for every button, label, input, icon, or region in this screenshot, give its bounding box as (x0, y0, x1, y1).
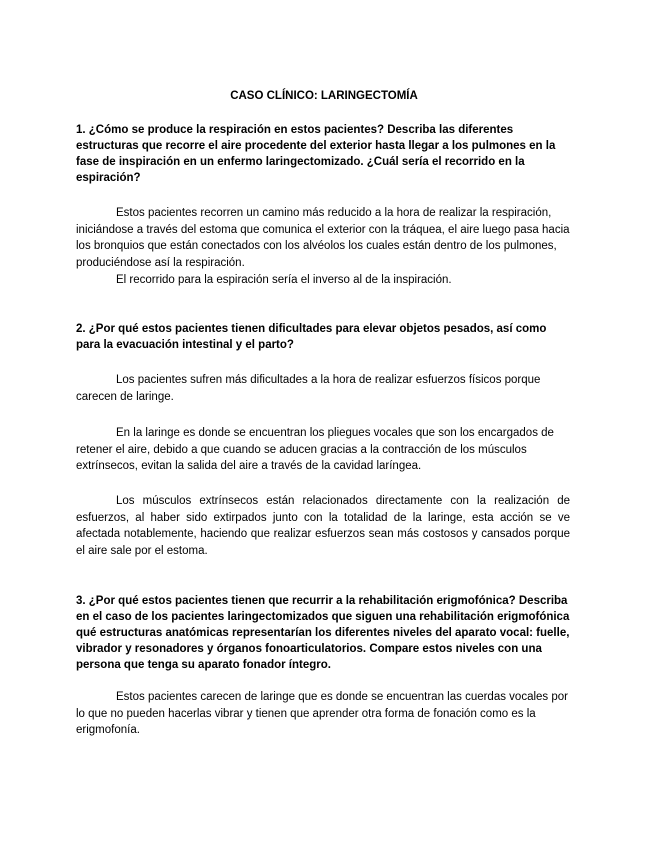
question-1: 1. ¿Cómo se produce la respiración en estos pacientes? Describa las diferentes estructuras que recorre el aire procedente del exterior hasta llegar a los pulmones en la fase de inspiración en un enfermo laringectomizado. ¿Cuál sería el recorrido en la espiración? (76, 124, 556, 184)
answer-1-paragraph-1: Estos pacientes recorren un camino más reducido a la hora de realizar la respiración, iniciándose a través del estoma que comunica el exterior con la tráquea, el aire luego pasa hacia los bronquios que están conectados con los alvéolos los cuales están dentro de los pulmones, produciéndose así la respiración. (76, 207, 570, 269)
answer-3-paragraph-1: Estos pacientes carecen de laringe que es donde se encuentran las cuerdas vocales por lo que no pueden hacerlas vibrar y tienen que aprender otra forma de fonación como es la erigmofonía. (76, 691, 568, 737)
answer-2-paragraph-2: En la laringe es donde se encuentran los pliegues vocales que son los encargados de retener el aire, debido a que cuando se aducen gracias a la contracción de los músculos extrínsecos, evitan la salida del aire a través de la cavidad laríngea. (76, 427, 554, 473)
question-3: 3. ¿Por qué estos pacientes tienen que recurrir a la rehabilitación erigmofónica? Describa en el caso de los pacientes laringectomizados que siguen una rehabilitación erigmofónica qué estructuras anatómicas representarían los diferentes niveles del aparato vocal: fuelle, vibrador y resonadores y órganos fonoarticulatorios. Compare estos niveles con una persona que tenga su aparato fonador íntegro. (76, 595, 570, 671)
question-2: 2. ¿Por qué estos pacientes tienen dificultades para elevar objetos pesados, así como para la evacuación intestinal y el parto? (76, 323, 547, 351)
answer-1-paragraph-2: El recorrido para la espiración sería el inverso al de la inspiración. (116, 274, 452, 286)
document-title: CASO CLÍNICO: LARINGECTOMÍA (230, 90, 418, 102)
answer-2-paragraph-3: Los músculos extrínsecos están relacionados directamente con la realización de esfuerzos, al haber sido extirpados junto con la totalidad de la laringe, esta acción se ve afectada notablemente, haciendo que realizar esfuerzos sean más costosos y cansados porque el aire sale por el estoma. (76, 495, 570, 557)
answer-2-paragraph-1: Los pacientes sufren más dificultades a la hora de realizar esfuerzos físicos porque carecen de laringe. (76, 374, 541, 403)
